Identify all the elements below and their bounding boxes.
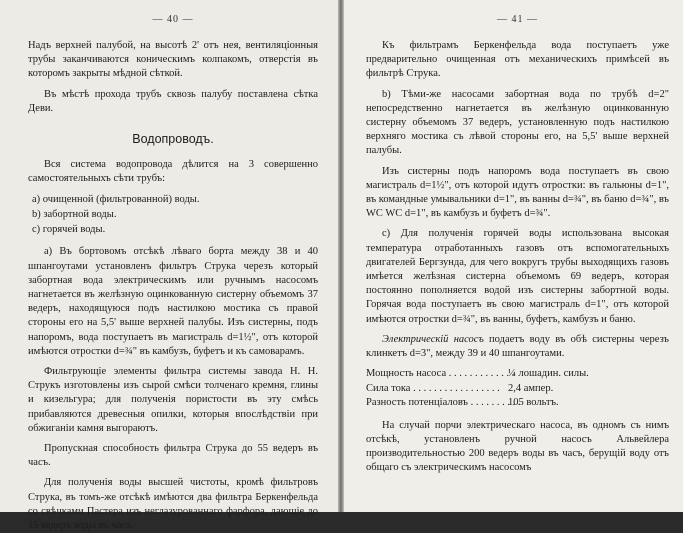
paragraph-ventilation: Надъ верхней палубой, на высотѣ 2' отъ нея, вентиляціонныя трубы заканчиваются коническимъ колпакомъ, отверстія въ которомъ закрыты мѣдной сѣткой. (28, 40, 318, 80)
spec-value: ¼ лошадин. силы. (508, 368, 589, 380)
paragraph-berkenfeld-supply: Къ фильтрамъ Беркенфельда вода поступаетъ уже предварительно очищенная отъ механическихъ примѣсей въ фильтрѣ Струка. (366, 40, 669, 80)
list-item: b) забортной воды. (32, 209, 117, 221)
paragraph-davy-mesh: Въ мѣстѣ прохода трубъ сквозь палубу поставлена сѣтка Деви. (28, 88, 318, 114)
list-item: с) горячей воды. (32, 224, 106, 236)
paragraph-branches: Изъ систерны подъ напоромъ вода поступаетъ въ свою магистраль d=1½", отъ которой идутъ отростки: въ гальюны d=1", въ командные умывальники d=1", въ ванны d=¾", въ баню d=¾", въ WC WC d=1", въ камбузъ и буфетъ d=¾". (366, 165, 669, 220)
paragraph-electric-pump (366, 333, 669, 361)
page-number-right: — 41 — (497, 14, 538, 25)
electric-pump-term: Электрическій насосъ (382, 333, 484, 345)
paragraph-filter-capacity: Пропускная способность фильтра Струка до 55 ведеръ въ часъ. (28, 443, 318, 469)
network-list (28, 192, 318, 237)
spec-row (366, 382, 669, 397)
page-number-left: — 40 — (152, 14, 194, 25)
pump-spec-table (366, 367, 669, 411)
spec-value: 2,4 ампер. (508, 382, 554, 394)
paragraph-hand-pump: На случай порчи электрическаго насоса, въ одномъ съ нимъ отсѣкѣ, установленъ ручной насосъ Альвейлера производительностью 200 ведеръ воды въ часъ, берущій воду отъ общаго съ электрическимъ насосомъ (366, 419, 669, 474)
left-page (0, 0, 338, 532)
paragraph-hot-water: с) Для полученія горячей воды использована высокая температура отработанныхъ газовъ отъ вспомогательныхъ двигателей Бергзунда, для чего вокругъ трубы выходящихъ газовъ имѣется желѣзная систерна объемомъ 69 ведеръ, которая постоянно пополняется водой изъ систерны забортной воды. Горячая вода поступаетъ въ свою магистраль d=1", отъ которой имѣются отростки d=¾", въ ванны, буфетъ, камбузъ и баню. (366, 228, 669, 325)
spec-label: Разность потенціаловъ . . . . . . . . . . (366, 397, 521, 409)
electric-pump-text: подаетъ воду въ обѣ систерны черезъ клинкетъ d=3", между 39 и 40 шпангоутами. (366, 333, 669, 360)
paragraph-berkenfeld: Для полученія воды высшей чистоты, кромѣ фильтровъ Струка, въ томъ-же отсѣкѣ имѣются два фильтра Беркенфельда со свѣчками Пастера изъ неглазурованнаго фарфора, дающіе до 15 ведеръ воды въ часъ. (28, 477, 318, 532)
section-heading-water-supply: Водопроводъ. (132, 132, 214, 147)
paragraph-filter-elements: Фильтрующіе элементы фильтра системы завода Н. Н. Струкъ изготовлены изъ сырой смѣси толченаго кремня, глины и кизельгура; для полученія пористости въ эту смѣсь прибавляются древесныя опилки, которыя впослѣдствіи при обжиганіи камня выгораютъ. (28, 366, 318, 434)
spec-value: 105 вольтъ. (508, 397, 559, 409)
right-page (344, 0, 683, 512)
list-item: а) очищенной (фильтрованной) воды. (32, 194, 200, 206)
paragraph-struk-filter: а) Въ бортовомъ отсѣкѣ лѣваго борта между 38 и 40 шпангоутами установленъ фильтръ Струка черезъ который забортная вода электрическимъ или ручнымъ насосомъ нагнетается въ желѣзную оцинкованную систерну объемомъ 37 ведеръ, находящуюся подъ настилкою мостика съ правой стороны его на 5,5' выше верхней палубы. Изъ систерны, подъ напоромъ, вода поступаетъ въ магистраль d=1½", отъ которой имѣются отростки d=¾" въ камбузъ, буфетъ и къ самоварамъ. (28, 246, 318, 357)
spec-label: Мощность насоса . . . . . . . . . . . . . (366, 368, 515, 380)
paragraph-seawater: b) Тѣми-же насосами забортная вода по трубѣ d=2" непосредственно нагнетается въ желѣзную оцинкованную систерну объемомъ 37 ведеръ, установленную подъ настилкою верхняго мостика съ лѣвой стороны его, на 5,5' выше верхней палубы. (366, 88, 669, 157)
spec-label: Сила тока . . . . . . . . . . . . . . . . . (366, 382, 500, 394)
paragraph-system-intro: Вся система водопровода дѣлится на 3 совершенно самостоятельныхъ сѣти трубъ: (28, 159, 318, 185)
spec-row (366, 367, 669, 382)
spec-row (366, 396, 669, 411)
